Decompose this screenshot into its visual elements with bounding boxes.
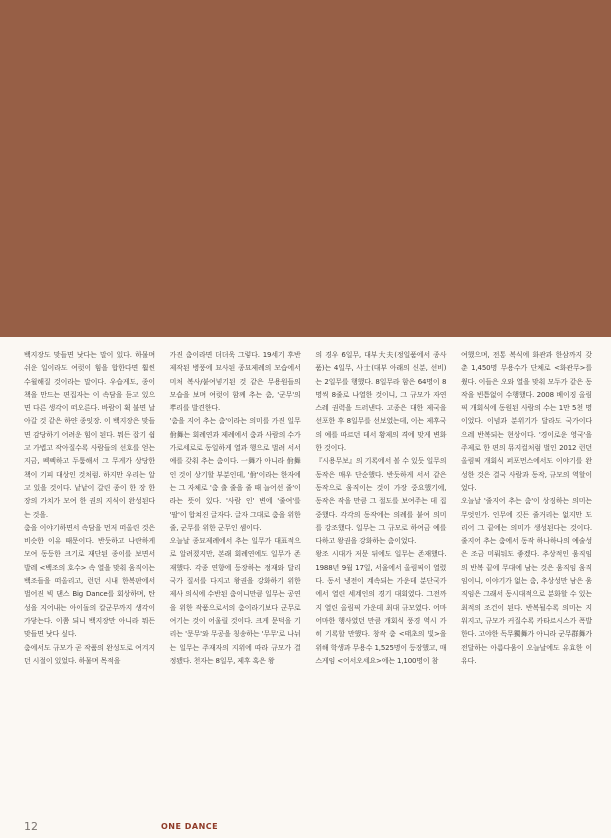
column-4-paragraph: 오늘날 '줄지어 추는 춤'이 상징하는 의미는 무엇인가. 인무에 깃든 줄거리는 없지만 도리어 그 끝에는 의미가 생성된다는 것이다. 줄지어 추는 춤에서 동작 하나하나의 예술성은 조금 미뤄둬도 좋겠다. 추상적인 움직임의 반복 끝에 무대에 남는 것은 움직임 움직임이니, 이야기가 없는 춤, 추상성만 남은 움직임은 그래서 동시대적으로 분화할 수 있는 최적의 조건이 된다. 반복될수록 의미는 지워지고, 규모가 커질수록 카타르시스가 폭발한다. 고야한 독무獨舞가 아니라 군무群舞가 전달하는 아름다움이 오늘날에도 유효한 이유다. (460, 497, 592, 665)
article-column-1 (24, 349, 155, 668)
page-number: 12 (24, 820, 38, 833)
column-2-paragraph: '춤을 지어 추는 춤'이라는 의미를 가진 일무佾舞는 회례연과 제례에서 춤과 사람의 수가 가로세로로 동일하게 열과 행으로 벌려 서서 예를 갖춰 추는 춤이다. 一舞가 아니라 佾舞인 것이 상기할 부분인데, '佾'이라는 한자에는 그 자체로 '춤 출 줄을 줄 때 늘어선 줄'이라는 뜻이 있다. '사람 인' 변에 '줄여'를 '팔'이 합쳐진 글자다. 글자 그대로 춤을 위한 줄, 군무를 위한 군무인 셈이다. (169, 417, 301, 532)
column-1-paragraph: 춤을 이야기하면서 속담을 먼저 떠올린 것은 비슷한 이유 때문이다. 반듯하고 나란하게 모여 동등한 크기로 재단된 종이를 보면서 발레 <백조의 호수> 속 열을 맞춰 움직이는 백조들을 떠올리고, 런던 시내 한복판에서 벌어진 빅 댄스 Big Dance를 회상하며, 탄성을 지어내는 아이돌의 칼군무까지 생각이 가닿는다. 이쯤 되니 백지장만 아니라 뭐든 맞들면 낫다 싶다. (24, 523, 155, 639)
column-1-paragraph: 춤에서도 규모가 곧 작품의 완성도로 여겨지던 시절이 있었다. 하물며 목적을 (24, 643, 155, 665)
header-photo (0, 0, 611, 337)
column-3-paragraph: 왕조 시대가 저문 뒤에도 일무는 존재했다. 1988년 9월 17일, 서울에서 올림픽이 열렸다. 동서 냉전이 계속되는 가운데 분단국가에서 열린 세계인의 경기 대회였다. 그전까지 열린 올림픽 가운데 최대 규모였다. 어마어마한 행사였던 만큼 개회식 풍경 역시 가히 기록할 만했다. 창작 춤 <태초의 빛>을 위해 학생과 무용수 1,525명이 등장했고, 매스게임 <어서오세요>에는 1,100명이 참 (315, 550, 447, 665)
page-footer (0, 822, 611, 838)
column-2-paragraph: 오늘날 종묘제례에서 추는 일무가 대표적으로 알려졌지만, 본래 회례연에도 일무가 존재했다. 각종 연향에 등장하는 정재와 달리 국가 질서를 다지고 왕권을 강화하기 위한 제사 의식에 수반된 춤이니만큼 일무는 공연을 위한 작품으로서의 춤이라기보다 군무로 여기는 것이 어울릴 것이다. 크게 문덕을 기리는 '문무'와 무공을 칭송하는 '무무'로 나뉘는 일무는 주재자의 지위에 따라 규모가 결정됐다. 천자는 8일무, 제후 혹은 왕 (169, 537, 301, 665)
column-4-paragraph: 여했으며, 전통 복식에 화관과 한삼까지 갖춘 1,450명 무용수가 단체로 <화관무>를 췄다. 이들은 오와 열을 맞춰 모두가 같은 동작을 빈틈없이 수행했다. 2008 베이징 올림픽 개회식에 동원된 사람의 수는 1만 5천 명이었다. 이념과 분위기가 달라도 국가이다 으레 반복되는 현상이다. '경이로운 영국'을 주제로 한 편의 뮤지컬처럼 벌인 2012 런던 올림픽 개회식 퍼포먼스에서도 이야기를 완성한 것은 결국 사람과 동작, 규모의 역할이었다. (460, 351, 592, 492)
column-1-paragraph: 백지장도 맞들면 낫다는 말이 있다. 하물며 쉬운 일이라도 여럿이 힘을 합한다면 훨씬 수월해질 것이라는 말이다. 우습게도, 종이책을 만드는 편집자는 이 속담을 듣고 있으면 다른 생각이 떠오른다. 바람이 휙 불면 날아갈 것 같은 하얀 종잇장. 이 백지장은 맞들면 감당하기 어려운 힘이 된다. 뭐든 잡기 쉽고 가볍고 작아질수록 사람들의 선호를 얻는 지금, 펙펙하고 두툼해서 그 무게가 상당한 책이 기피 대상인 것처럼. 하지만 우리는 알고 있을 것이다. 낱낱이 갈린 종이 한 장 한 장의 가치가 모여 한 권의 지식이 완성된다는 것을. (24, 351, 155, 519)
column-3-paragraph: 『시용무보』의 기록에서 볼 수 있듯 일무의 동작은 매우 단순했다. 반듯하게 서서 같은 동작으로 움직이는 것이 가장 중요했기에, 동작은 작을 만큼 그 절도를 보여주는 데 집중했다. 각각의 동작에는 의례를 붙여 의미를 강조했다. 일무는 그 규모로 하여금 예를 다하고 왕권을 강화하는 춤이었다. (315, 457, 447, 546)
article-columns (24, 349, 592, 668)
article-page (0, 337, 611, 838)
magazine-brand: ONE DANCE (161, 822, 219, 831)
column-3-paragraph: 의 경우 6일무, 대부大夫(정일품에서 종사품)는 4일무, 사士(대부 아래의 신분, 선비)는 2일무를 행했다. 8일무라 함은 64명이 8명씩 8줄로 나열한 것이니, 그 규모가 자연스레 권력을 드러낸다. 고종은 대한 제국을 선포한 후 8일무를 선보였는데, 이는 제후국의 예를 따르던 데서 황제의 격에 맞게 변화한 것이다. (315, 351, 447, 453)
article-column-3 (315, 349, 446, 668)
column-2-paragraph: 가진 춤이라면 더더욱 그렇다. 19세기 후반 제작된 병풍에 묘사된 종묘제례의 모습에서 미처 복사/붙여넣기된 것 같은 무용원들의 모습을 보며 여럿이 함께 추는 춤, '군무'의 뿌리를 발견한다. (169, 351, 301, 413)
article-column-4 (461, 349, 592, 668)
article-column-2 (170, 349, 301, 668)
